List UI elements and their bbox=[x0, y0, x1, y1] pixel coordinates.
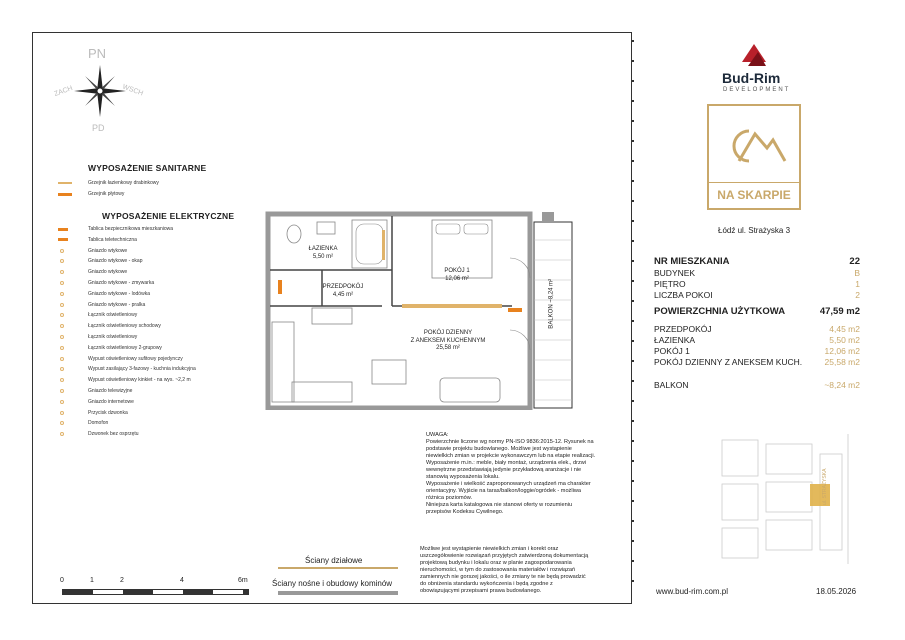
note-line: stanowią wyposażenia lokalu. bbox=[426, 474, 500, 480]
info-pietro: PIĘTRO 1 bbox=[654, 279, 860, 289]
info-powierzchnia: POWIERZCHNIA UŻYTKOWA 47,59 m2 bbox=[654, 306, 860, 317]
legend-row: Łącznik oświetleniowy bbox=[58, 332, 137, 342]
legend-row: Tablica bezpiecznikowa mieszkaniowa bbox=[58, 224, 173, 234]
compass-west: ZACH bbox=[53, 84, 74, 99]
info-room-row: PRZEDPOKÓJ 4,45 m2 bbox=[654, 324, 860, 334]
legend-row: Wypust oświetleniowy sufitowy pojedynczy bbox=[58, 354, 183, 364]
legend-row: Grzejnik płytowy bbox=[58, 189, 124, 199]
note-line: niewielkich zmian w projekcie wykonawczym lub na etapie realizacji. bbox=[426, 453, 596, 459]
compass-south: PD bbox=[92, 123, 105, 133]
legend-row: Gniazdo wtykowe - zmywarka bbox=[58, 278, 154, 288]
note-line: nieruchomości, w tym do zastosowania materiałów i rozwiązań bbox=[420, 567, 576, 573]
room-balkon: BALKON ~8,24 m² bbox=[548, 278, 555, 329]
legend-row: Przycisk dzwonka bbox=[58, 408, 128, 418]
compass-north: PN bbox=[88, 46, 107, 61]
note-line: obowiązującymi przepisami prawa budowlanego. bbox=[420, 588, 542, 594]
project-logo bbox=[707, 104, 801, 210]
mountain-logo-icon bbox=[719, 116, 789, 171]
date: 18.05.2026 bbox=[816, 587, 857, 596]
uwaga-note: UWAGA: Powierzchnie liczone wg normy PN-ISO 9836:2015-12. Rysunek na podstawie projektu budowlanego. Możliwe jest wystąpienie niewielkich zmian w projekcie wykonawczym lub na etapie realizacji. Wyposażenie m.in.: meble, biały montaż, urządzenia elek., drzwi wewnętrzne przedstawiają jedynie przykładową aranżacje i nie stanowią wyposażenia lokalu. Wyposażenie i wielkość zaproponowanych urządzeń ma charakter orientacyjny. Wyjście na taras/balkon/loggie/ogródek - możliwa różnica poziomów. Niniejsza karta katalogowa nie stanowi oferty w rozumieniu przepisów Kodeksu Cywilnego. bbox=[426, 432, 626, 516]
note-line: Niniejsza karta katalogowa nie stanowi oferty w rozumieniu bbox=[426, 502, 573, 508]
note-line: podstawie projektu budowlanego. Możliwe jest wystąpienie bbox=[426, 446, 572, 452]
info-room-row: POKÓJ DZIENNY Z ANEKSEM KUCH. 25,58 m2 bbox=[654, 357, 860, 367]
note-line: projektową budynku i lokalu oraz w planie zagospodarowania bbox=[420, 560, 572, 566]
legend-row: Tablica teletechniczna bbox=[58, 235, 137, 245]
info-balkon: BALKON ~8,24 m2 bbox=[654, 380, 860, 390]
room-lazienka: ŁAZIENKA 5,50 m² bbox=[308, 246, 338, 260]
note-line: wewnętrzne przedstawiają jedynie przykładową aranżacje i nie bbox=[426, 467, 582, 473]
note-line: Wyposażenie m.in.: meble, biały montaż, urządzenia elek., drzwi bbox=[426, 460, 587, 466]
legend-row: Gniazdo wtykowe bbox=[58, 246, 127, 256]
legend-row: Gniazdo wtykowe - pralka bbox=[58, 300, 145, 310]
partition-legend-line bbox=[278, 567, 398, 569]
legend-row: Grzejnik łazienkowy drabinkowy bbox=[58, 178, 159, 188]
legend-row: Łącznik oświetleniowy 2-grupowy bbox=[58, 343, 162, 353]
note-line: przepisów Kodeksu Cywilnego. bbox=[426, 509, 504, 515]
info-room-row: ŁAZIENKA 5,50 m2 bbox=[654, 335, 860, 345]
legend-row: Łącznik oświetleniowy bbox=[58, 310, 137, 320]
info-nr: NR MIESZKANIA 22 bbox=[654, 256, 860, 267]
project-name: NA SKARPIE bbox=[717, 188, 791, 202]
note-line: uszczegółowienie rozwiązań przyjętych zatwierdzoną dokumentacją bbox=[420, 553, 589, 559]
note-line: Powierzchnie liczone wg normy PN-ISO 9836:2015-12. Rysunek na bbox=[426, 439, 594, 445]
second-note bbox=[420, 546, 625, 595]
note-line: orientacyjny. Wyjście na taras/balkon/loggie/ogródek - możliwa bbox=[426, 488, 581, 494]
floor-plan bbox=[262, 210, 582, 410]
room-przedpokoj: PRZEDPOKÓJ 4,45 m² bbox=[322, 284, 364, 298]
electric-title: WYPOSAŻENIE ELEKTRYCZNE bbox=[102, 211, 235, 221]
legend-row: Gniazdo wtykowe bbox=[58, 267, 127, 277]
bearing-legend-line bbox=[278, 591, 398, 595]
legend-row: Gniazdo wtykowe - okap bbox=[58, 256, 142, 266]
info-pokoje: LICZBA POKOI 2 bbox=[654, 290, 860, 300]
bud-rim-logo-icon bbox=[738, 40, 768, 70]
note-line: Możliwe jest wystąpienie niewielkich zmian i korekt oraz bbox=[420, 546, 559, 552]
compass-east: WSCH bbox=[121, 83, 144, 98]
dashed-separator bbox=[632, 40, 634, 600]
legend-row: Łącznik oświetleniowy schodowy bbox=[58, 321, 161, 331]
website-link[interactable]: www.bud-rim.com.pl bbox=[656, 587, 729, 596]
note-line: zamiennych nie gorszej jakości, o ile zmiany te nie będą prowadzić bbox=[420, 574, 586, 580]
legend-row: Gniazdo telewizyjne bbox=[58, 386, 132, 396]
site-plan bbox=[716, 434, 866, 564]
legend-row: Gniazdo internetowe bbox=[58, 397, 134, 407]
legend-row: Wypust zasilający 3-fazowy - kuchnia indukcyjna bbox=[58, 364, 196, 374]
sanitary-title: WYPOSAŻENIE SANITARNE bbox=[88, 163, 207, 173]
info-budynek: BUDYNEK B bbox=[654, 268, 860, 278]
company-name: Bud-Rim bbox=[722, 70, 781, 86]
note-line: do obniżenia standardu wykończenia i będą zgodne z bbox=[420, 581, 553, 587]
legend-row: Dzwonek bez osprzętu bbox=[58, 429, 139, 439]
street-label: ul. STRAŻYSKA bbox=[822, 468, 828, 505]
room-dzienny: POKÓJ DZIENNY Z ANEKSEM KUCHENNYM 25,58 m² bbox=[410, 330, 486, 351]
legend-row: Wypust oświetleniowy kinkiet - na wys. ~2,2 m bbox=[58, 375, 191, 385]
address: Łódź ul. Strażyska 3 bbox=[718, 226, 791, 235]
note-line: różnica poziomów. bbox=[426, 495, 473, 501]
note-line: Wyposażenie i wielkość zaproponowanych urządzeń ma charakter bbox=[426, 481, 591, 487]
bearing-legend-label: Ściany nośne i obudowy kominów bbox=[272, 579, 393, 588]
company-sub: DEVELOPMENT bbox=[723, 87, 791, 93]
room-pokoj1: POKÓJ 1 12,06 m² bbox=[444, 268, 470, 282]
info-room-row: POKÓJ 1 12,06 m2 bbox=[654, 346, 860, 356]
legend-row: Domofon bbox=[58, 418, 108, 428]
legend-row: Gniazdo wtykowe - lodówka bbox=[58, 289, 150, 299]
partition-legend-label: Ściany działowe bbox=[305, 556, 363, 565]
